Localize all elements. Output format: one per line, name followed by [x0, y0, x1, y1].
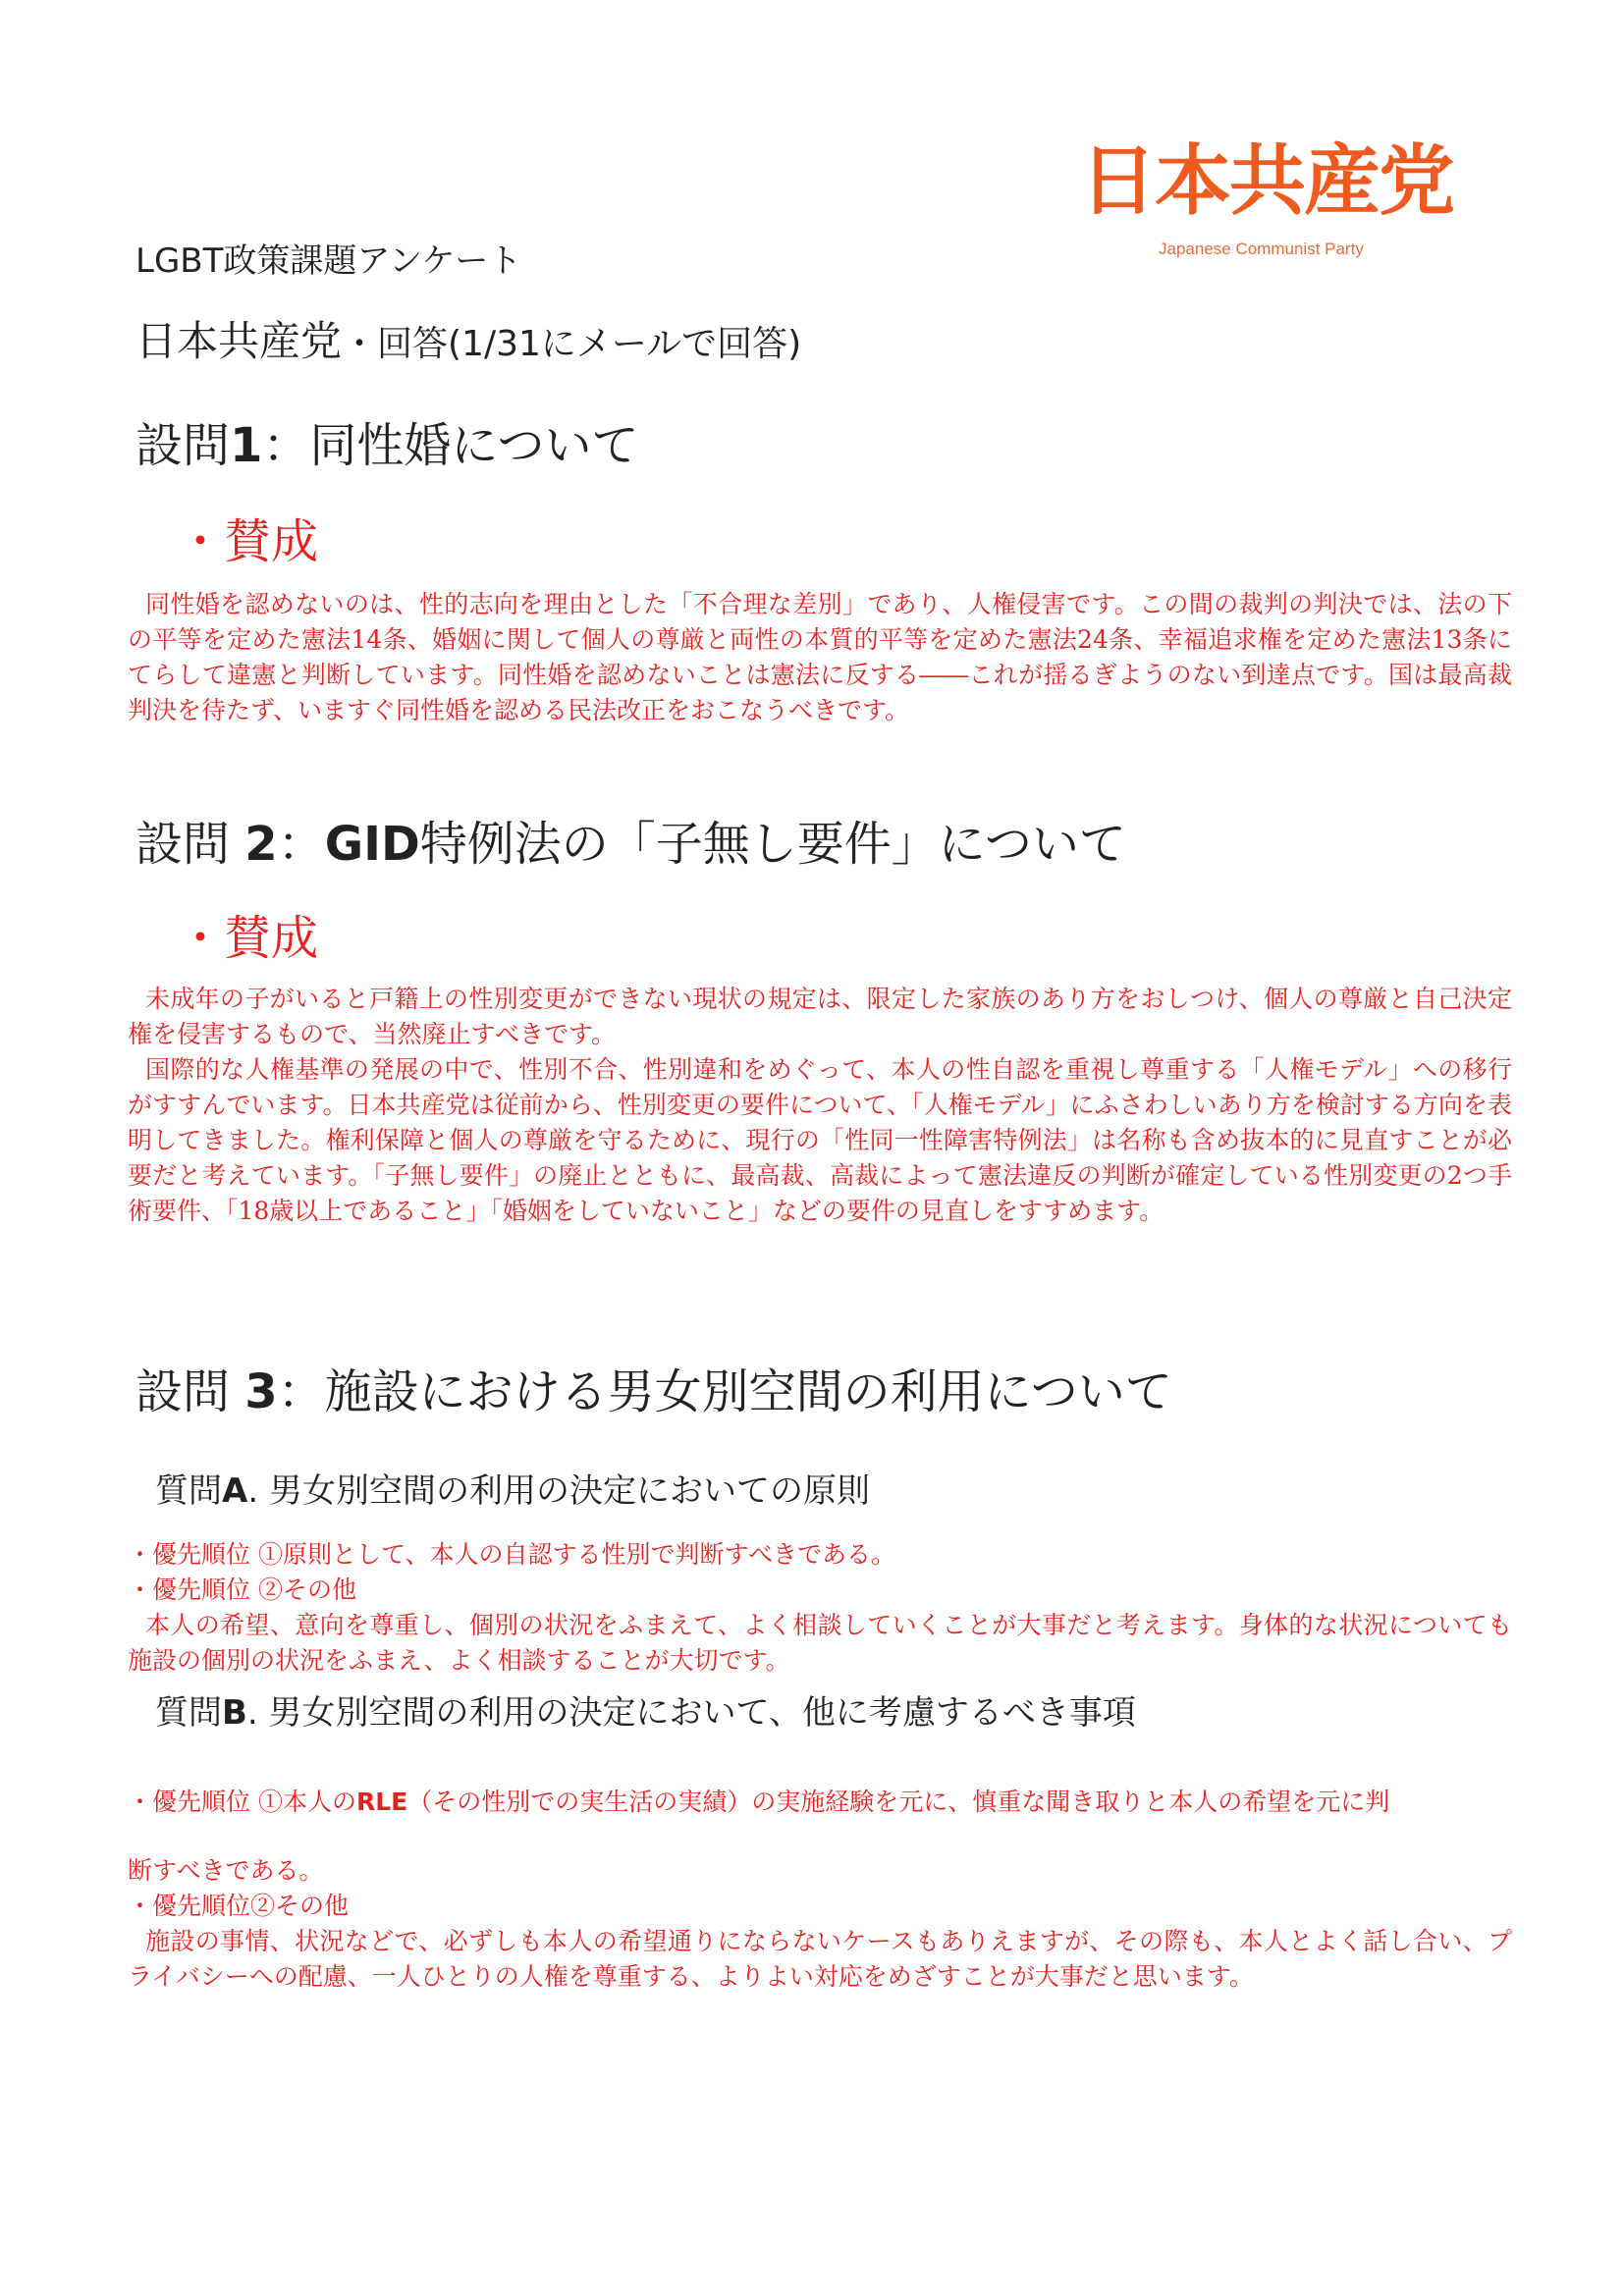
q3-sub-b-priority-2: ・優先順位②その他 [128, 1892, 350, 1920]
q2-body-paragraph-1: 未成年の子がいると戸籍上の性別変更ができない現状の規定は、限定した家族のあり方をおしつけ、個人の尊厳と自己決定権を侵害するもので、当然廃止すべきです。 [128, 985, 1512, 1048]
q3-sub-b-letter: B [222, 1693, 247, 1733]
q3-sub-b-priority-1 [128, 1785, 1389, 1820]
q3-sub-a-text: . 男女別空間の利用の決定においての原則 [247, 1471, 870, 1511]
party-reply-line [135, 316, 801, 370]
q3-sub-a-body-paragraph: 本人の希望、意向を尊重し、個別の状況をふまえて、よく相談していくことが大事だと考えます。身体的な状況についても施設の個別の状況をふまえ、よく相談することが大切です。 [128, 1611, 1512, 1675]
q3-sub-a-prefix: 質問 [155, 1471, 222, 1511]
q2-label-bold: GID [324, 817, 420, 872]
q3-sub-a-body [128, 1608, 1512, 1679]
q1-label-prefix: 設問 [135, 418, 231, 473]
q3-sub-b-body [128, 1924, 1512, 1995]
q3-sub-a-letter: A [222, 1471, 248, 1511]
q3-sub-b-heading [155, 1690, 1136, 1735]
q2-body-paragraph-2: 国際的な人権基準の発展の中で、性別不合、性別違和をめぐって、本人の性自認を重視し尊重する「人権モデル」への移行がすすんでいます。日本共産党は従前から、性別変更の要件について、「人権モデル」にふさわしいあり方を検討する方向を表明してきました。権利保障と個人の尊厳を守るために、現行の「性同一性障害特例法」は名称も含め抜本的に見直すことが必要だと考えています。「子無し要件」の廃止とともに、最高裁、高裁によって憲法違反の判断が確定している性別変更の2つ手術要件、「18歳以上であること」「婚姻をしていないこと」などの要件の見直しをすすめます。 [128, 1055, 1512, 1225]
document-title: LGBT政策課題アンケート [135, 241, 522, 281]
q3-sub-a-priority-2: ・優先順位 ②その他 [128, 1575, 356, 1604]
q1-answer-body [128, 587, 1512, 728]
q3-sub-a-heading [155, 1468, 870, 1514]
q3-sub-b-prefix: 質問 [155, 1693, 222, 1733]
q3-sub-b-priority-1-pre: ・優先順位 ①本人の [128, 1788, 356, 1816]
q3-sub-b-priority-1-post: （その性別での実生活の実績）の実施経験を元に、慎重な聞き取りと本人の希望を元に判 [407, 1788, 1390, 1816]
q2-number: 2 [244, 817, 278, 872]
q2-answer: ・賛成 [177, 911, 319, 966]
q1-heading [135, 416, 638, 475]
q2-label-mid: ： [277, 817, 325, 872]
q3-sub-b-priority-1-cont: 断すべきである。 [128, 1856, 324, 1885]
q3-heading [135, 1362, 1172, 1421]
q2-label-suffix: 特例法の「子無し要件」について [419, 817, 1126, 872]
q1-label-suffix: ：同性婚について [262, 418, 639, 473]
q3-sub-b-rle: RLE [355, 1788, 408, 1816]
q3-number: 3 [244, 1364, 278, 1419]
q3-label-prefix: 設問 [135, 1364, 245, 1419]
q3-label-suffix: ：施設における男女別空間の利用について [277, 1364, 1172, 1419]
q2-answer-body [128, 982, 1512, 1229]
q2-heading [135, 815, 1126, 874]
q3-sub-b-text: . 男女別空間の利用の決定において、他に考慮するべき事項 [246, 1693, 1136, 1733]
q2-label-prefix: 設問 [135, 817, 245, 872]
party-logo: 日本共産党 [1080, 137, 1454, 226]
q1-number: 1 [230, 418, 263, 473]
q3-sub-a-priority-1: ・優先順位 ①原則として、本人の自認する性別で判断すべきである。 [128, 1540, 895, 1569]
party-logo-subtitle: Japanese Communist Party [1159, 240, 1364, 258]
q3-sub-b-body-paragraph: 施設の事情、状況などで、必ずしも本人の希望通りにならないケースもありえますが、その際も、本人とよく話し合い、プライバシーへの配慮、一人ひとりの人権を尊重する、よりよい対応をめざすことが大事だと思います。 [128, 1927, 1512, 1991]
q1-body-paragraph: 同性婚を認めないのは、性的志向を理由とした「不合理な差別」であり、人権侵害です。この間の裁判の判決では、法の下の平等を定めた憲法14条、婚姻に関して個人の尊厳と両性の本質的平等を定めた憲法24条、幸福追求権を定めた憲法13条にてらして違憲と判断しています。同性婚を認めないことは憲法に反する――これが揺るぎようのない到達点です。国は最高裁判決を待たず、いますぐ同性婚を認める民法改正をおこなうべきです。 [128, 590, 1512, 724]
party-name: 日本共産党 [135, 317, 343, 365]
reply-note: ・回答(1/31にメールで回答) [342, 324, 802, 364]
q1-answer: ・賛成 [177, 514, 319, 569]
